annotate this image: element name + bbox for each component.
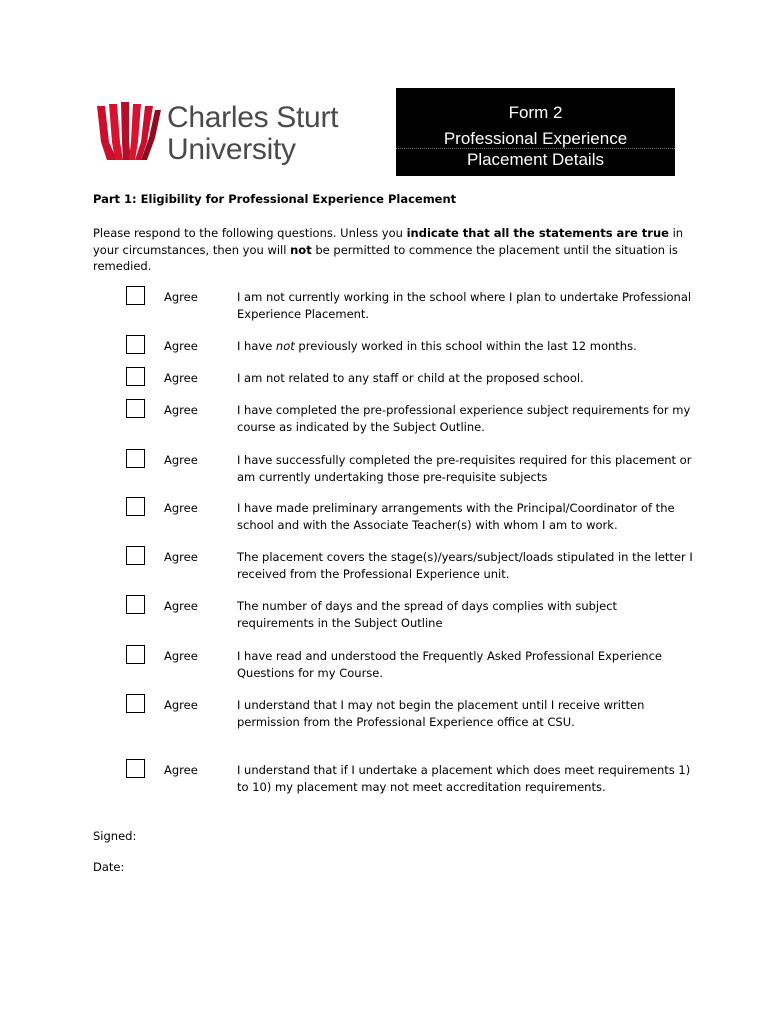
- intro-emphasis: indicate that all the statements are true: [406, 226, 669, 240]
- statement-text: [237, 762, 697, 795]
- statement-text: [237, 338, 697, 355]
- statement-part: I understand that I may not begin the placement until I receive written permission from the Professional Experience office at CSU.: [237, 698, 645, 729]
- statement-part: I understand that if I undertake a placement which does meet requirements 1) to 10) my placement may not meet accreditation requirements.: [237, 763, 691, 794]
- form-title-line1: Professional Experience: [443, 129, 628, 148]
- statement-text: [237, 549, 697, 582]
- university-logo-mark: [95, 102, 161, 162]
- agree-checkbox[interactable]: [126, 694, 145, 713]
- statement-part: I have: [237, 339, 276, 353]
- statement-part: I am not currently working in the school where I plan to undertake Professional Experience Placement.: [237, 290, 692, 321]
- statement-text: [237, 370, 697, 387]
- intro-text: in your circumstances, then you will: [93, 226, 684, 257]
- statement-part: I have completed the pre-professional experience subject requirements for my course as indicated by the Subject Outline.: [237, 403, 691, 434]
- agree-checkbox[interactable]: [126, 367, 145, 386]
- statement-emphasis: not: [275, 339, 295, 353]
- signed-label: Signed:: [93, 829, 137, 843]
- agree-label: Agree: [164, 453, 198, 467]
- agree-label: Agree: [164, 550, 198, 564]
- agree-label: Agree: [164, 599, 198, 613]
- agree-label: Agree: [164, 290, 198, 304]
- agree-label: Agree: [164, 698, 198, 712]
- intro-text: Please respond to the following questions. Unless you: [93, 226, 407, 240]
- logo-text-line2: University: [167, 133, 296, 166]
- statement-text: [237, 500, 697, 533]
- statement-part: previously worked in this school within the last 12 months.: [294, 339, 637, 353]
- agree-label: Agree: [164, 649, 198, 663]
- form-title-box: [396, 88, 675, 176]
- statement-part: I have made preliminary arrangements with the Principal/Coordinator of the school and with the Associate Teacher(s) with whom I am to work.: [237, 501, 675, 532]
- statement-part: I have read and understood the Frequently Asked Professional Experience Questions for my Course.: [237, 649, 662, 680]
- agree-checkbox[interactable]: [126, 399, 145, 418]
- section-title: Part 1: Eligibility for Professional Experience Placement: [93, 192, 457, 206]
- agree-checkbox[interactable]: [126, 335, 145, 354]
- university-logo: [95, 102, 380, 174]
- date-label: Date:: [93, 860, 125, 874]
- statement-text: [237, 648, 697, 681]
- statement-text: [237, 598, 697, 631]
- intro-emphasis: not: [290, 242, 312, 257]
- form-number: Form 2: [508, 103, 563, 122]
- agree-label: Agree: [164, 339, 198, 353]
- statement-text: [237, 402, 697, 435]
- agree-label: Agree: [164, 371, 198, 385]
- statement-text: [237, 452, 697, 485]
- agree-label: Agree: [164, 763, 198, 777]
- agree-checkbox[interactable]: [126, 286, 145, 305]
- agree-checkbox[interactable]: [126, 546, 145, 565]
- intro-paragraph: [93, 225, 693, 275]
- agree-checkbox[interactable]: [126, 449, 145, 468]
- agree-label: Agree: [164, 501, 198, 515]
- statement-part: The number of days and the spread of days complies with subject requirements in the Subject Outline: [237, 599, 618, 630]
- form-title-line2: Placement Details: [466, 150, 604, 169]
- agree-checkbox[interactable]: [126, 497, 145, 516]
- agree-label: Agree: [164, 403, 198, 417]
- intro-text: be permitted to commence the placement until the situation is remedied.: [93, 242, 678, 273]
- statement-part: The placement covers the stage(s)/years/subject/loads stipulated in the letter I received from the Professional Experience unit.: [237, 550, 693, 581]
- agree-checkbox[interactable]: [126, 759, 145, 778]
- agree-checkbox[interactable]: [126, 645, 145, 664]
- statement-text: [237, 289, 697, 322]
- logo-text-line1: Charles Sturt: [167, 101, 339, 134]
- agree-checkbox[interactable]: [126, 595, 145, 614]
- statement-text: [237, 697, 697, 730]
- statement-part: I am not related to any staff or child at the proposed school.: [237, 371, 584, 385]
- statement-part: I have successfully completed the pre-requisites required for this placement or am currently undertaking those pre-requisite subjects: [237, 453, 692, 484]
